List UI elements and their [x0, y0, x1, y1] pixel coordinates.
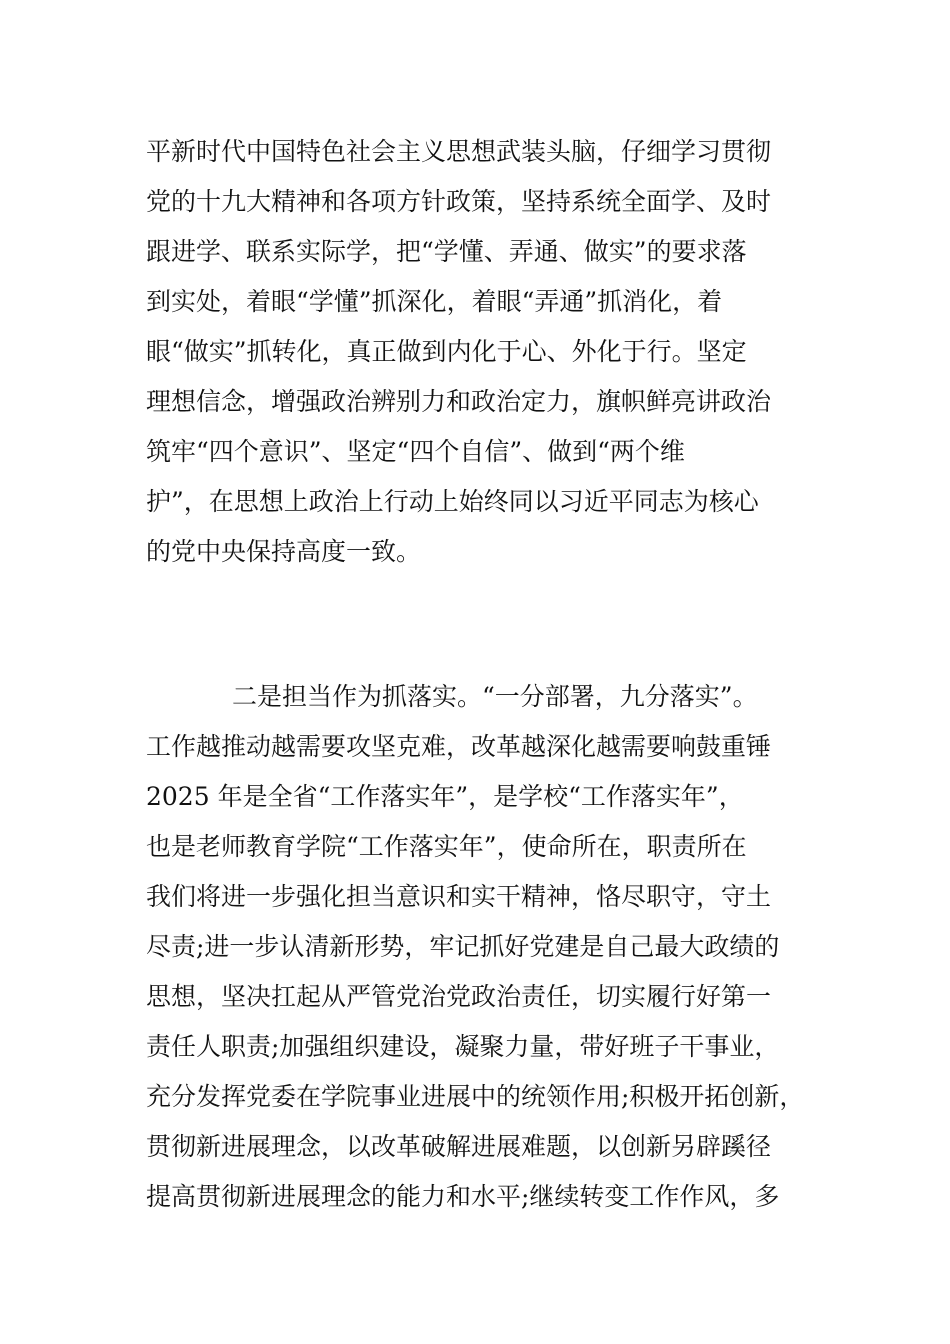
- paragraph1-line-1: 平新时代中国特色社会主义思想武装头脑，仔细学习贯彻: [146, 137, 772, 166]
- paragraph1-line-6: 理想信念，增强政治辨别力和政治定力，旗帜鲜亮讲政治: [146, 387, 772, 416]
- paragraph2-line-1: 二是担当作为抓落实。“一分部署，九分落实”。: [232, 682, 758, 711]
- paragraph2-line-10: 贯彻新进展理念，以改革破解进展难题，以创新另辟蹊径: [146, 1132, 772, 1161]
- paragraph2-line-11: 提高贯彻新进展理念的能力和水平;继续转变工作作风，多: [146, 1182, 780, 1211]
- paragraph1-line-5: 眼“做实”抓转化，真正做到内化于心、外化于行。坚定: [146, 337, 747, 366]
- paragraph2-line-4: 也是老师教育学院“工作落实年”，使命所在，职责所在: [146, 832, 747, 861]
- paragraph2-line-9: 充分发挥党委在学院事业进展中的统领作用;积极开拓创新，: [146, 1082, 805, 1111]
- paragraph1-line-2: 党的十九大精神和各项方针政策，坚持系统全面学、及时: [146, 187, 772, 216]
- paragraph2-line-6: 尽责;进一步认清新形势，牢记抓好党建是自己最大政绩的: [146, 932, 780, 961]
- paragraph2-line-8: 责任人职责;加强组织建设，凝聚力量，带好班子干事业，: [146, 1032, 780, 1061]
- paragraph1-line-8: 护”，在思想上政治上行动上始终同以习近平同志为核心: [146, 487, 759, 516]
- paragraph1-line-9: 的党中央保持高度一致。: [146, 537, 422, 566]
- paragraph2-line-2: 工作越推动越需要攻坚克难，改革越深化越需要响鼓重锤: [146, 732, 772, 761]
- paragraph1-line-7: 筑牢“四个意识”、坚定“四个自信”、做到“两个维: [146, 437, 685, 466]
- paragraph1-line-3: 跟进学、联系实际学，把“学懂、弄通、做实”的要求落: [146, 237, 747, 266]
- paragraph1-line-4: 到实处，着眼“学懂”抓深化，着眼“弄通”抓消化，着: [146, 287, 723, 316]
- paragraph2-line-7: 思想，坚决扛起从严管党治党政治责任，切实履行好第一: [146, 982, 772, 1011]
- paragraph2-line-3: 2025 年是全省“工作落实年”，是学校“工作落实年”，: [146, 782, 744, 811]
- paragraph2-line-5: 我们将进一步强化担当意识和实干精神，恪尽职守，守土: [146, 882, 772, 911]
